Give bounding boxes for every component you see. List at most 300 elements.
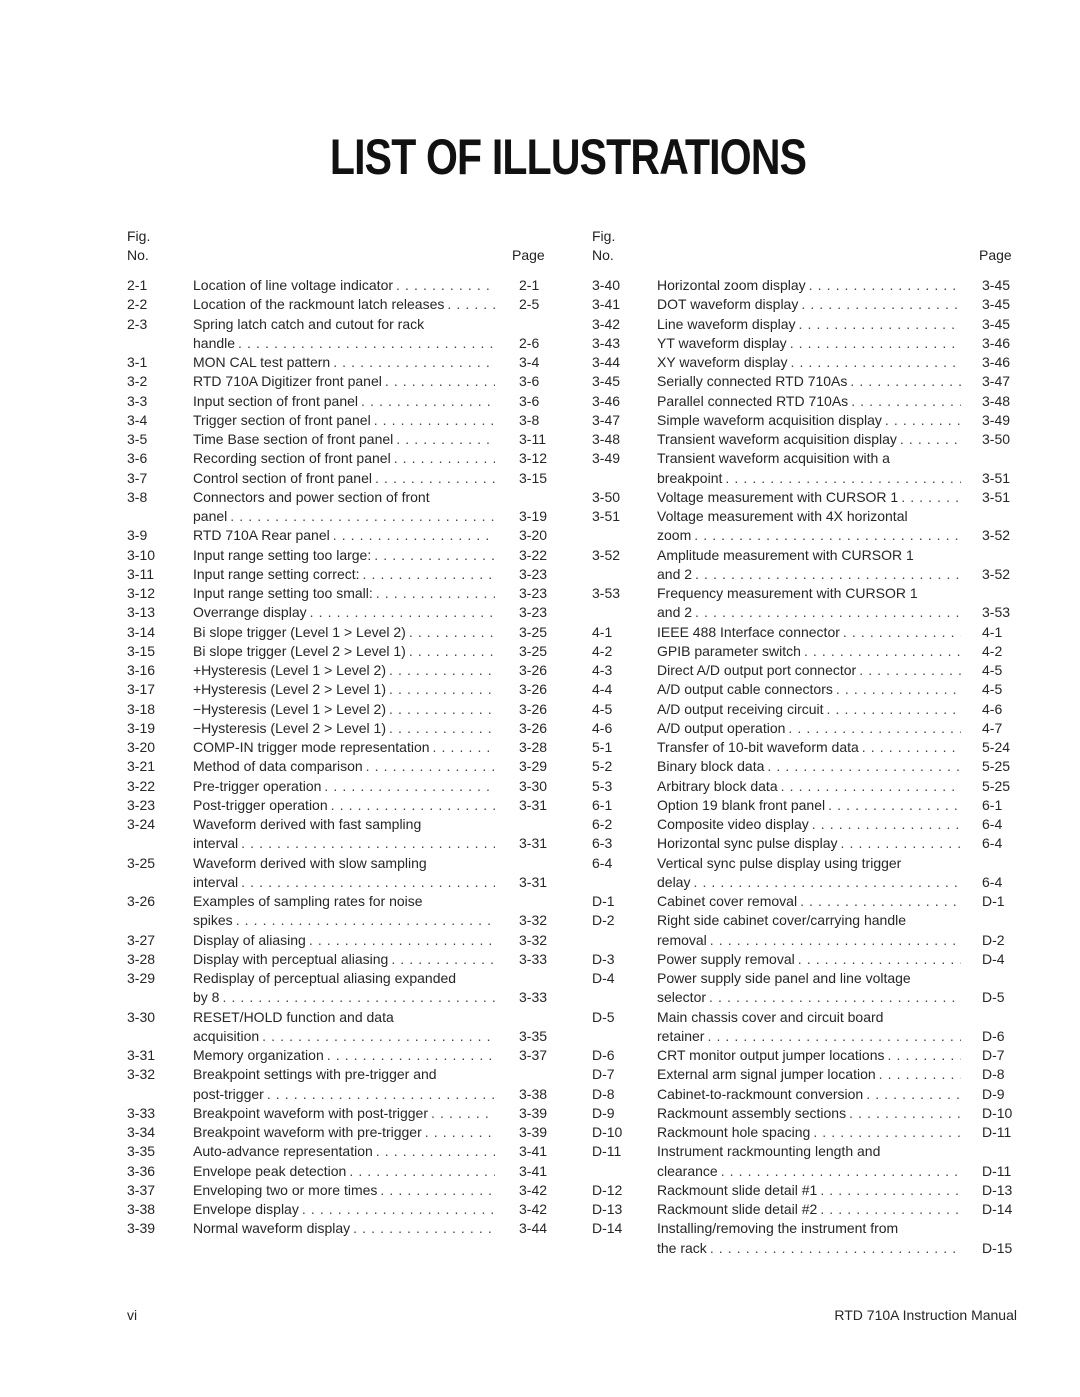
entry-title-row (193, 1181, 495, 1200)
list-entry (127, 353, 547, 372)
entry-line (127, 680, 547, 699)
figure-number: 3-2 (127, 373, 148, 390)
entry-title-row (193, 449, 495, 468)
list-entry (592, 1104, 1022, 1123)
figure-number: D-5 (592, 1008, 615, 1025)
entry-title-row (193, 603, 495, 622)
figure-number: 3-48 (592, 431, 621, 447)
entry-line (592, 642, 1022, 661)
entry-title-continued: interval (193, 873, 239, 890)
entry-title-row (193, 295, 495, 314)
entry-title-row (657, 565, 961, 584)
entry-title-row (657, 1085, 961, 1104)
entry-title: IEEE 488 Interface connector (657, 623, 840, 640)
dot-leader (361, 392, 495, 411)
entry-line (592, 834, 1022, 853)
entry-line (592, 757, 1022, 776)
entry-title-row (657, 372, 961, 391)
list-entry (127, 1046, 547, 1065)
entry-line (592, 1046, 1022, 1065)
entry-line (592, 623, 1022, 642)
page-title: LIST OF ILLUSTRATIONS (329, 129, 807, 185)
entry-title-row (193, 315, 495, 334)
page-number: D-14 (982, 1201, 1013, 1217)
list-entry (127, 1200, 547, 1219)
entry-title: Frequency measurement with CURSOR 1 (657, 585, 918, 601)
dot-leader (693, 873, 961, 892)
entry-title-row (657, 1046, 961, 1065)
figure-number: 3-38 (127, 1201, 156, 1217)
figure-number: 3-51 (592, 508, 621, 524)
entry-line (127, 546, 547, 565)
figure-number: 3-24 (127, 816, 156, 832)
entry-line (127, 950, 547, 969)
dot-leader (327, 1046, 495, 1065)
entry-line (127, 469, 547, 488)
entry-line (127, 584, 547, 603)
entry-title-row (657, 719, 961, 738)
dot-leader (788, 719, 961, 738)
list-entry (592, 661, 1022, 680)
page-number: 2-1 (519, 277, 540, 293)
entry-line (127, 1046, 547, 1065)
figure-number: 5-1 (592, 739, 613, 755)
page-number: D-13 (982, 1181, 1013, 1198)
page-header-right: Page (979, 247, 1012, 263)
list-entry (592, 815, 1022, 834)
dot-leader (801, 295, 961, 314)
entry-title-row (193, 738, 495, 757)
page-number: 3-23 (519, 604, 548, 621)
entry-title: Direct A/D output port connector (657, 662, 857, 678)
entry-title: Horizontal sync pulse display (657, 835, 838, 852)
figure-number: 3-13 (127, 604, 156, 621)
page-number: 3-53 (982, 604, 1011, 621)
entry-title-row (193, 969, 495, 988)
page-number: 3-32 (519, 931, 548, 948)
entry-line (127, 623, 547, 642)
entry-line (592, 392, 1022, 411)
dot-leader (363, 565, 495, 584)
list-entry (592, 411, 1022, 430)
list-entry (127, 1219, 547, 1238)
entry-title: Normal waveform display (193, 1220, 351, 1237)
figure-number: D-11 (592, 1143, 622, 1160)
page-number: 4-5 (982, 681, 1003, 698)
entry-line (127, 1142, 547, 1161)
entry-title: Control section of front panel (193, 469, 372, 486)
entry-line (592, 584, 1022, 603)
list-entry (592, 834, 1022, 853)
entry-line (127, 757, 547, 776)
figure-number: 3-53 (592, 585, 621, 601)
page-number: 6-1 (982, 796, 1003, 813)
entry-line (592, 1123, 1022, 1142)
page-number: D-2 (982, 931, 1005, 948)
entry-title-row (657, 854, 961, 873)
list-entry (592, 1219, 1022, 1258)
entry-title: Waveform derived with fast sampling (193, 816, 422, 832)
entry-title: RESET/HOLD function and data (193, 1008, 394, 1025)
entry-line-continued (592, 526, 1022, 545)
page-number: 3-11 (519, 431, 546, 447)
entry-line (592, 1181, 1022, 1200)
dot-leader (409, 623, 495, 642)
entry-line (127, 642, 547, 661)
entry-title-continued: panel (193, 508, 228, 524)
dot-leader (809, 276, 961, 295)
page-number: 4-2 (982, 642, 1003, 659)
list-entry (592, 295, 1022, 314)
entry-title-row (657, 1200, 961, 1219)
figure-number: 3-16 (127, 662, 156, 678)
page-number: 3-39 (519, 1124, 548, 1140)
entry-title: Rackmount slide detail #2 (657, 1201, 818, 1217)
entry-title: Location of line voltage indicator (193, 277, 394, 293)
dot-leader (374, 411, 495, 430)
entry-title: Method of data comparison (193, 758, 363, 775)
list-entry (592, 738, 1022, 757)
dot-leader (447, 295, 495, 314)
page-number: 3-26 (519, 700, 548, 717)
page-number: 6-4 (982, 873, 1003, 890)
page-number: 3-51 (982, 469, 1011, 486)
list-entry (127, 854, 547, 893)
list-entry (592, 1200, 1022, 1219)
page-number: 5-25 (982, 777, 1011, 794)
list-entry (127, 603, 547, 622)
entry-title: Envelope display (193, 1201, 299, 1217)
entry-title: Input range setting too large: (193, 546, 372, 563)
entry-title-row (657, 449, 961, 468)
list-entry (127, 546, 547, 565)
entry-title-row (657, 623, 961, 642)
list-entry (127, 1065, 547, 1104)
entry-title-continued: by 8 (193, 989, 220, 1006)
entry-title: Amplitude measurement with CURSOR 1 (657, 546, 914, 563)
figure-number: 3-6 (127, 450, 148, 467)
page-number: 3-45 (982, 296, 1011, 313)
page-number: 2-6 (519, 334, 540, 351)
entry-title-row (657, 738, 961, 757)
entry-line (592, 372, 1022, 391)
dot-leader (425, 1123, 495, 1142)
entry-line-continued (127, 1027, 547, 1046)
entry-line (592, 315, 1022, 334)
entry-line-continued (127, 334, 547, 353)
figure-number: 3-4 (127, 411, 148, 428)
figure-number: 3-5 (127, 431, 148, 447)
entry-line (127, 1181, 547, 1200)
entry-line (127, 1162, 547, 1181)
entry-title: Display with perceptual aliasing (193, 950, 389, 967)
list-entry (127, 584, 547, 603)
entry-title-row (657, 1008, 961, 1027)
dot-leader (800, 892, 961, 911)
entry-title-row (193, 1065, 495, 1084)
entry-line-continued (127, 507, 547, 526)
entry-title: Envelope peak detection (193, 1162, 347, 1179)
entry-title-row (193, 1027, 495, 1046)
entry-title-row (657, 796, 961, 815)
entry-line (592, 777, 1022, 796)
entry-line (127, 719, 547, 738)
dot-leader (374, 546, 495, 565)
illustrations-list-right (592, 276, 1022, 1258)
page-number: 3-29 (519, 758, 548, 775)
entry-title-row (193, 392, 495, 411)
entry-line (127, 488, 547, 507)
list-entry (127, 372, 547, 391)
entry-title: Breakpoint waveform with pre-trigger (193, 1124, 422, 1140)
dot-leader (333, 353, 495, 372)
figure-number: 3-41 (592, 296, 621, 313)
entry-title: A/D output receiving circuit (657, 700, 824, 717)
entry-line (127, 700, 547, 719)
entry-title-row (193, 661, 495, 680)
dot-leader (236, 911, 495, 930)
entry-title-row (657, 315, 961, 334)
list-entry (592, 449, 1022, 488)
list-entry (127, 969, 547, 1008)
entry-title-row (657, 911, 961, 930)
list-entry (127, 1123, 547, 1142)
list-entry (592, 276, 1022, 295)
list-entry (127, 719, 547, 738)
list-entry (592, 392, 1022, 411)
figure-number: 3-28 (127, 950, 156, 967)
entry-title: Cabinet-to-rackmount conversion (657, 1085, 864, 1102)
dot-leader (391, 950, 495, 969)
entry-title-row (193, 950, 495, 969)
entry-title-row (657, 1219, 961, 1238)
entry-title-row (657, 1142, 961, 1161)
figure-number: D-3 (592, 950, 615, 967)
entry-title-row (193, 430, 495, 449)
entry-title-continued: handle (193, 334, 236, 351)
dot-leader (866, 1085, 961, 1104)
page-number: 3-25 (519, 623, 548, 640)
page-number: 3-20 (519, 527, 548, 544)
dot-leader (376, 584, 495, 603)
page-number: 3-51 (982, 488, 1011, 505)
entry-title: Arbitrary block data (657, 777, 778, 794)
entry-line (592, 1008, 1022, 1027)
dot-leader (262, 1027, 495, 1046)
entry-title-row (193, 719, 495, 738)
list-entry (127, 1104, 547, 1123)
entry-line (592, 1142, 1022, 1161)
entry-title-continued: acquisition (193, 1027, 260, 1044)
entry-title-row (193, 353, 495, 372)
entry-title-row (193, 488, 495, 507)
entry-title: Voltage measurement with CURSOR 1 (657, 488, 899, 505)
entry-title: Parallel connected RTD 710As (657, 392, 849, 409)
entry-line (592, 488, 1022, 507)
figure-number: 4-4 (592, 681, 613, 698)
page-number: 3-28 (519, 739, 548, 755)
figure-number: 3-37 (127, 1181, 156, 1198)
list-entry (592, 430, 1022, 449)
entry-line (592, 815, 1022, 834)
entry-title-row (657, 1065, 961, 1084)
entry-title-row (657, 1027, 961, 1046)
page-number: D-9 (982, 1085, 1005, 1102)
entry-line (127, 1065, 547, 1084)
figure-number: 6-3 (592, 835, 613, 852)
no-header-right: No. (592, 247, 614, 263)
entry-title: Transient waveform acquisition display (657, 431, 897, 447)
dot-leader (241, 873, 495, 892)
entry-line (127, 796, 547, 815)
entry-title-row (193, 911, 495, 930)
list-entry (127, 815, 547, 854)
dot-leader (812, 815, 961, 834)
entry-title: Transient waveform acquisition with a (657, 450, 890, 467)
page-number: 3-6 (519, 392, 540, 409)
entry-title: Pre-trigger operation (193, 777, 322, 794)
figure-number: 3-20 (127, 739, 156, 755)
list-entry (127, 1162, 547, 1181)
entry-line (127, 449, 547, 468)
list-entry (127, 892, 547, 931)
list-entry (127, 526, 547, 545)
entry-title-row (657, 295, 961, 314)
entry-title-row (193, 931, 495, 950)
dot-leader (389, 700, 495, 719)
entry-title: XY waveform display (657, 354, 788, 370)
figure-number: 3-9 (127, 527, 148, 544)
page-number: 3-26 (519, 719, 548, 736)
dot-leader (849, 1104, 961, 1123)
entry-title-row (657, 392, 961, 411)
figure-number: 4-6 (592, 719, 613, 736)
dot-leader (901, 488, 961, 507)
figure-number: 3-52 (592, 546, 621, 563)
entry-title-row (657, 411, 961, 430)
list-entry (592, 353, 1022, 372)
page-number: 3-4 (519, 354, 540, 370)
entry-title-row (193, 815, 495, 834)
page-number: 3-32 (519, 912, 548, 929)
dot-leader (394, 449, 495, 468)
footer-page-number: vi (127, 1307, 138, 1323)
entry-line (127, 969, 547, 988)
figure-number: 3-40 (592, 277, 621, 293)
page-number: 3-52 (982, 527, 1011, 544)
entry-title: +Hysteresis (Level 2 > Level 1) (193, 681, 386, 698)
dot-leader (396, 276, 495, 295)
dot-leader (331, 796, 495, 815)
figure-number: 3-47 (592, 411, 621, 428)
entry-title: +Hysteresis (Level 1 > Level 2) (193, 662, 386, 678)
entry-line (592, 969, 1022, 988)
list-entry (127, 796, 547, 815)
list-entry (127, 1181, 547, 1200)
dot-leader (725, 469, 961, 488)
entry-title-row (193, 834, 495, 853)
entry-line-continued (592, 873, 1022, 892)
entry-line (127, 1104, 547, 1123)
entry-title-row (193, 507, 495, 526)
list-entry (592, 680, 1022, 699)
dot-leader (850, 372, 961, 391)
entry-title: MON CAL test pattern (193, 354, 331, 370)
entry-title: Bi slope trigger (Level 1 > Level 2) (193, 623, 406, 640)
entry-title-row (657, 642, 961, 661)
figure-number: 3-23 (127, 796, 156, 813)
fig-header-left: Fig. (127, 228, 151, 244)
entry-title: Memory organization (193, 1047, 324, 1063)
figure-number: D-14 (592, 1220, 623, 1237)
figure-number: D-1 (592, 893, 615, 909)
entry-line (127, 392, 547, 411)
entry-line (592, 430, 1022, 449)
entry-title: Breakpoint waveform with post-trigger (193, 1104, 428, 1121)
entry-line (592, 738, 1022, 757)
entry-title-continued: post-trigger (193, 1085, 264, 1102)
list-entry (127, 469, 547, 488)
figure-number: 2-2 (127, 296, 148, 313)
entry-title-row (657, 873, 961, 892)
dot-leader (695, 565, 961, 584)
page-number: 3-39 (519, 1104, 548, 1121)
dot-leader (820, 1200, 961, 1219)
entry-line (127, 1008, 547, 1027)
list-entry (592, 1142, 1022, 1181)
entry-title: Input range setting correct: (193, 565, 360, 582)
dot-leader (375, 469, 495, 488)
dot-leader (310, 603, 495, 622)
page-number: 6-4 (982, 816, 1003, 832)
entry-title-continued: breakpoint (657, 469, 723, 486)
list-entry (127, 1008, 547, 1047)
entry-title: Post-trigger operation (193, 796, 328, 813)
figure-number: 5-2 (592, 758, 613, 775)
entry-line (127, 372, 547, 391)
illustrations-list-left (127, 276, 547, 1239)
dot-leader (389, 719, 495, 738)
figure-number: 3-39 (127, 1220, 156, 1237)
entry-title: Trigger section of front panel (193, 411, 371, 428)
entry-title-row (193, 1123, 495, 1142)
dot-leader (813, 1123, 961, 1142)
dot-leader (267, 1085, 495, 1104)
list-entry (592, 1085, 1022, 1104)
list-entry (592, 892, 1022, 911)
figure-number: 3-36 (127, 1162, 156, 1179)
entry-title-row (193, 469, 495, 488)
entry-title-row (657, 603, 961, 622)
entry-title: Input section of front panel (193, 392, 358, 409)
list-entry (127, 488, 547, 527)
figure-number: 3-10 (127, 546, 156, 563)
entry-title-row (657, 488, 961, 507)
entry-title: Horizontal zoom display (657, 277, 806, 293)
dot-leader (324, 777, 495, 796)
entry-line (127, 854, 547, 873)
entry-title-row (657, 988, 961, 1007)
entry-title-row (657, 680, 961, 699)
list-entry (592, 507, 1022, 546)
figure-number: 3-26 (127, 893, 156, 909)
dot-leader (349, 1162, 495, 1181)
entry-title-continued: selector (657, 989, 707, 1006)
entry-title: Enveloping two or more times (193, 1181, 378, 1198)
dot-leader (887, 1046, 961, 1065)
list-entry (592, 757, 1022, 776)
entry-title-row (193, 700, 495, 719)
